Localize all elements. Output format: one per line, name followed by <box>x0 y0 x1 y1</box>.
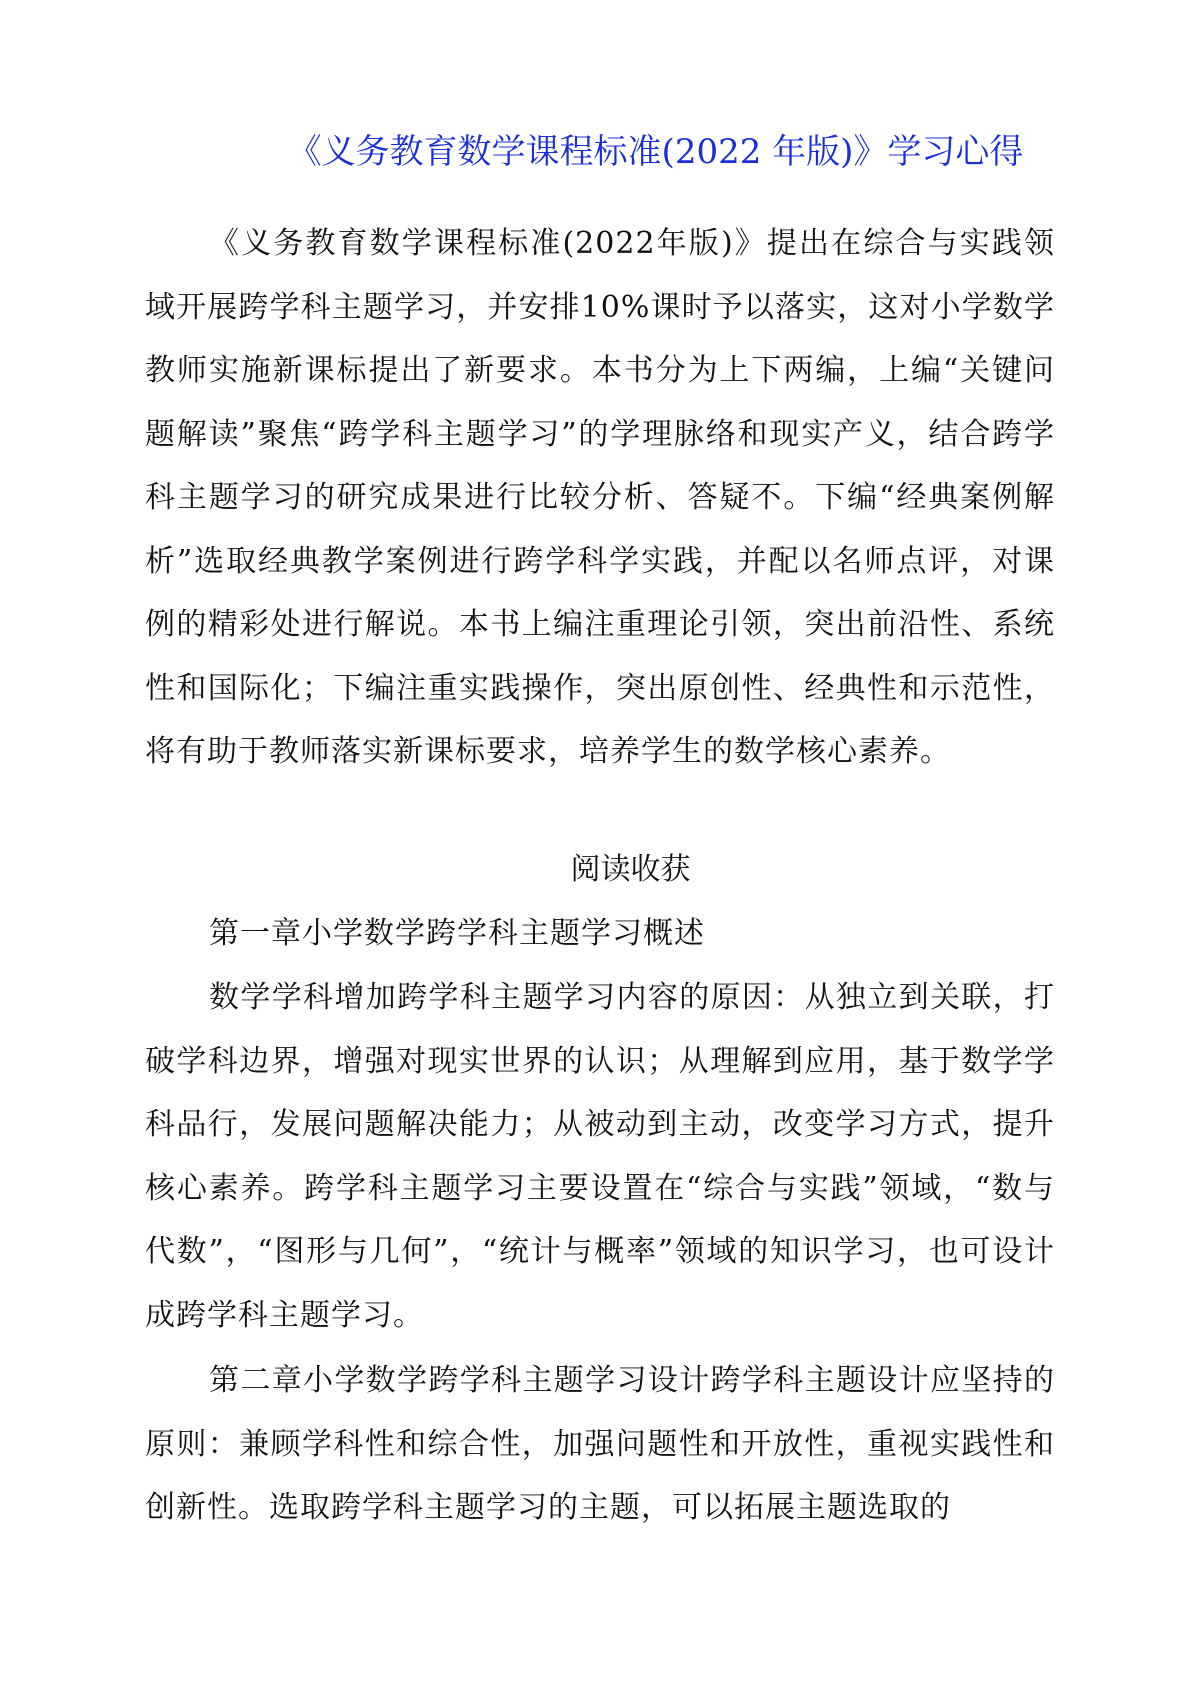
intro-paragraph: 《义务教育数学课程标准(2022年版)》提出在综合与实践领域开展跨学科主题学习，并安排10%课时予以落实，这对小学数学教师实施新课标提出了新要求。本书分为上下两编，上编“关键问题解读”聚焦“跨学科主题学习”的学理脉络和现实产义，结合跨学科主题学习的研究成果进行比较分析、答疑不。下编“经典案例解析”选取经典教学案例进行跨学科学实践，并配以名师点评，对课例的精彩处进行解说。本书上编注重理论引领，突出前沿性、系统性和国际化；下编注重实践操作，突出原创性、经典性和示范性，将有助于教师落实新课标要求，培养学生的数学核心素养。 <box>145 226 1055 769</box>
section-heading: 阅读收获 <box>570 852 691 887</box>
document-title: 《义务教育数学课程标准(2022 年版)》学习心得 <box>287 132 1024 172</box>
chapter1-paragraph: 数学学科增加跨学科主题学习内容的原因：从独立到关联，打破学科边界，增强对现实世界的认识；从理解到应用，基于数学学科品行，发展问题解决能力；从被动到主动，改变学习方式，提升核心素养。跨学科主题学习主要设置在“综合与实践”领域，“数与代数”，“图形与几何”，“统计与概率”领域的知识学习，也可设计成跨学科主题学习。 <box>145 980 1055 1333</box>
chapter1-heading: 第一章小学数学跨学科主题学习概述 <box>209 916 705 951</box>
chapter2-paragraph: 第二章小学数学跨学科主题学习设计跨学科主题设计应坚持的原则：兼顾学科性和综合性，加强问题性和开放性，重视实践性和创新性。选取跨学科主题学习的主题，可以拓展主题选取的 <box>145 1363 1055 1525</box>
